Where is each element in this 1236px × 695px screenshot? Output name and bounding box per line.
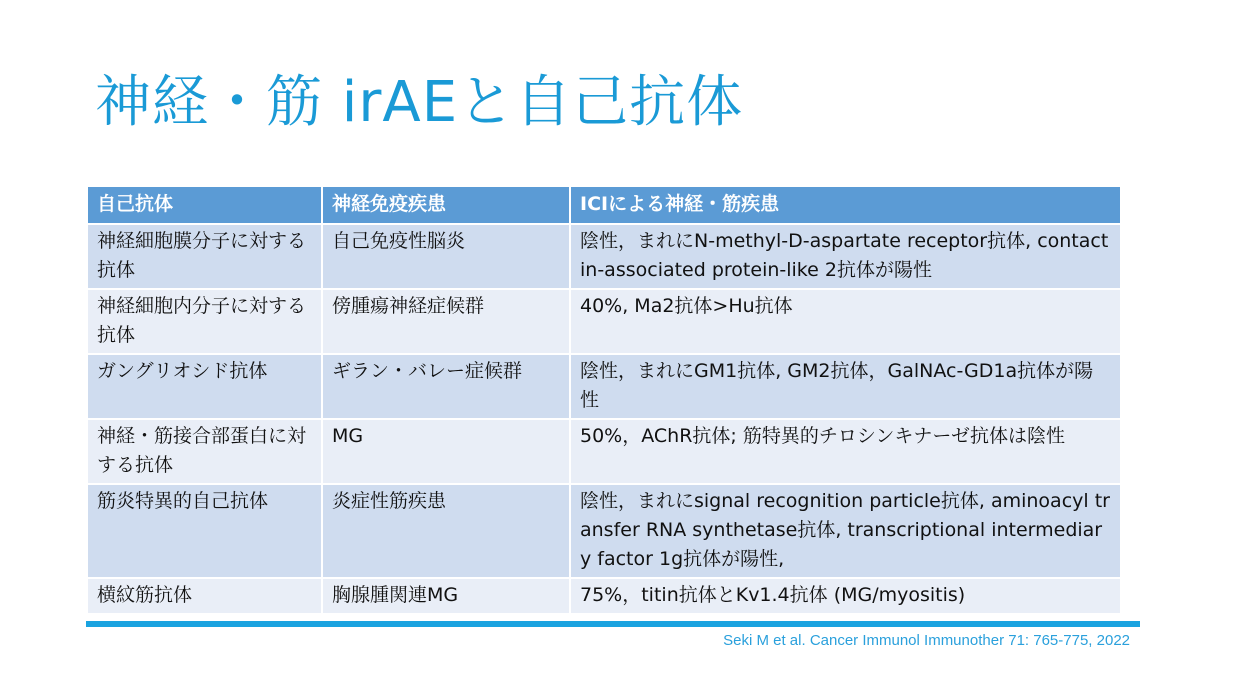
table-cell: 神経・筋接合部蛋白に対する抗体 bbox=[87, 419, 322, 484]
table-header-row bbox=[87, 186, 1121, 224]
table-cell: 自己免疫性脳炎 bbox=[322, 224, 570, 289]
slide-title: 神経・筋 irAEと自己抗体 bbox=[95, 70, 744, 135]
table-cell: 陰性，まれにN-methyl-D-aspartate receptor抗体, contactin-associated protein-like 2抗体が陽性 bbox=[570, 224, 1121, 289]
table-cell: MG bbox=[322, 419, 570, 484]
table-cell: 75%，titin抗体とKv1.4抗体 (MG/myositis) bbox=[570, 578, 1121, 614]
table-row bbox=[87, 224, 1121, 289]
header-autoantibody: 自己抗体 bbox=[87, 186, 322, 224]
table-row bbox=[87, 578, 1121, 614]
header-ici-neuromuscular-disease: ICIによる神経・筋疾患 bbox=[570, 186, 1121, 224]
table-cell: 神経細胞膜分子に対する抗体 bbox=[87, 224, 322, 289]
table-cell: 陰性，まれにGM1抗体, GM2抗体，GalNAc-GD1a抗体が陽性 bbox=[570, 354, 1121, 419]
table-cell: 横紋筋抗体 bbox=[87, 578, 322, 614]
table-cell: 陰性，まれにsignal recognition particle抗体, aminoacyl transfer RNA synthetase抗体, transcriptional intermediary factor 1g抗体が陽性, bbox=[570, 484, 1121, 578]
table-cell: 炎症性筋疾患 bbox=[322, 484, 570, 578]
header-neuroimmune-disease: 神経免疫疾患 bbox=[322, 186, 570, 224]
table-cell: 40%, Ma2抗体>Hu抗体 bbox=[570, 289, 1121, 354]
table-cell: ギラン・バレー症候群 bbox=[322, 354, 570, 419]
table-cell: 胸腺腫関連MG bbox=[322, 578, 570, 614]
table-cell: 傍腫瘍神経症候群 bbox=[322, 289, 570, 354]
footer-divider bbox=[86, 621, 1140, 627]
citation: Seki M et al. Cancer Immunol Immunother 71: 765-775, 2022 bbox=[723, 632, 1130, 649]
table-row bbox=[87, 289, 1121, 354]
table-cell: 神経細胞内分子に対する抗体 bbox=[87, 289, 322, 354]
table-row bbox=[87, 354, 1121, 419]
table-cell: 筋炎特異的自己抗体 bbox=[87, 484, 322, 578]
autoantibody-table bbox=[86, 185, 1122, 615]
table-cell: ガングリオシド抗体 bbox=[87, 354, 322, 419]
table-cell: 50%，AChR抗体; 筋特異的チロシンキナーゼ抗体は陰性 bbox=[570, 419, 1121, 484]
table-row bbox=[87, 419, 1121, 484]
table-row bbox=[87, 484, 1121, 578]
